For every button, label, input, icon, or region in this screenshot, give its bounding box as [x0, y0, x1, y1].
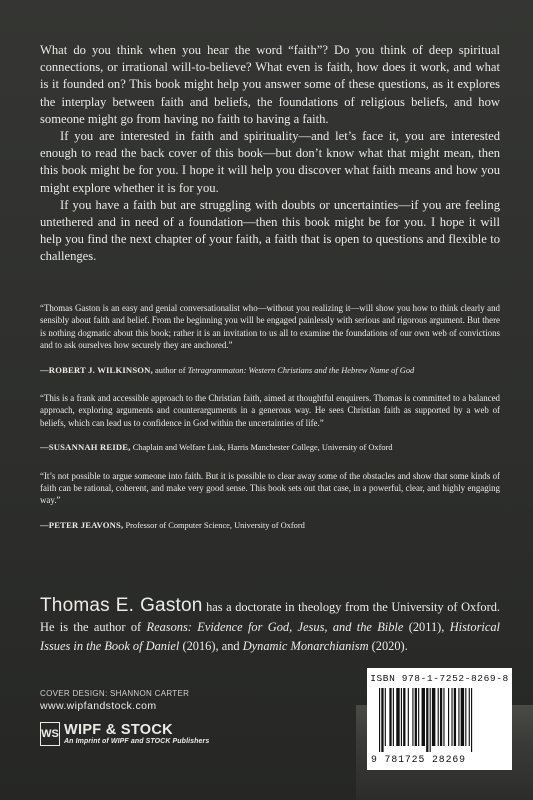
endorsement-3 [40, 470, 500, 533]
blurb-paragraph-1: What do you think when you hear the word “faith”? Do you think of deep spiritual connections, or irrational will-to-believe? What even is faith, how does it work, and what is it founded on? This book might help you answer some of these questions, as it explores the interplay between faith and beliefs, the foundations of religious beliefs, and how someone might go from having no faith to having a faith. [40, 43, 500, 126]
endorsement-quote: “It’s not possible to argue someone into faith. But it is possible to clear away some of the obstacles and show that some kinds of faith can be rational, coherent, and make very good sense. This book sets out that case, in a powerful, clear, and highly engaging way.” [40, 470, 500, 506]
barcode-bar [443, 688, 444, 746]
endorser-role: Professor of Computer Science, University of Oxford [125, 520, 305, 530]
endorsements [40, 302, 500, 547]
barcode-bar [418, 688, 419, 746]
blurb-paragraph-2: If you are interested in faith and spirituality—and let’s face it, you are interested enough to read the back cover of this book—but don’t know what that might mean, then this book might be for you. I hope it will help you discover what faith means and how you might explore whether it is for you. [40, 129, 500, 195]
endorsement-attribution [40, 364, 500, 377]
endorser-name: —PETER JEAVONS, [40, 519, 124, 530]
barcode-bar [448, 688, 449, 746]
barcode-bar [422, 688, 425, 746]
barcode-bar [403, 688, 405, 746]
endorser-role: author of [155, 365, 186, 375]
endorsement-attribution [40, 519, 500, 532]
endorser-work: Tetragrammaton: Western Christians and the Hebrew Name of God [187, 365, 415, 375]
barcode-bar [415, 688, 417, 746]
back-cover-blurb [40, 42, 500, 266]
publisher-name: WIPF & STOCK [64, 722, 173, 738]
barcode-bar [471, 688, 472, 752]
isbn-barcode [367, 668, 512, 770]
endorsement-quote: “This is a frank and accessible approach to the Christian faith, aimed at thoughtful enquirers. Thomas is committed to a balanced approach, exploring arguments and counterarguments in a generous way. He sees Christian faith as supported by a web of beliefs, which can lead us to confidence in God within the uncertainties of life.” [40, 393, 500, 428]
author-bio-text: (2020). [368, 639, 408, 653]
book-title: Historical Issues in the Book of Daniel [40, 619, 500, 653]
credits [40, 689, 189, 712]
barcode-bar [440, 688, 442, 746]
author-name: Thomas E. Gaston [40, 595, 203, 616]
barcode-bar [401, 688, 402, 746]
author-bio-text: has a doctorate in theology from the University of Oxford. He is the author of [40, 600, 500, 634]
cover-design-credit: COVER DESIGN: SHANNON CARTER [40, 689, 190, 698]
barcode-bar [458, 688, 459, 746]
barcode-bar [430, 688, 431, 752]
publisher-imprint: An Imprint of WIPF and STOCK Publishers [64, 738, 210, 745]
barcode-bar [432, 688, 435, 746]
endorser-name: —SUSANNAH REIDE, [40, 442, 131, 453]
endorsement-quote: “Thomas Gaston is an easy and genial conversationalist who—without you realizing it—will show you how to think clearly and sensibly about faith and belief. From the beginning you will be engaged painlessly with serious and rigorous argument. But there is nothing dogmatic about this book; rather it is an invitation to us all to examine the foundations of our own web of convictions and to ask ourselves how securely they are anchored.” [40, 303, 500, 351]
barcode-bar [469, 688, 470, 746]
barcode-bar [408, 688, 409, 746]
endorsement-1 [40, 302, 500, 377]
barcode-bar [451, 688, 452, 746]
book-title: Reasons: Evidence for God, Jesus, and the Bible [146, 619, 404, 634]
barcode-bar [379, 688, 380, 752]
barcode-bar [454, 688, 456, 746]
endorser-name: —ROBERT J. WILKINSON, [40, 364, 153, 375]
book-title: Dynamic Monarchianism [242, 639, 369, 653]
barcode-bar [465, 688, 466, 746]
publisher-website: www.wipfandstock.com [40, 700, 157, 712]
blurb-paragraph-3: If you have a faith but are struggling with doubts or uncertainties—if you are feeling untethered and in need of a foundation—then this book might be for you. I hope it will help you find the next chapter of your faith, a faith that is open to questions and flexible to challenges. [40, 197, 500, 264]
barcode-bars-icon [379, 688, 507, 752]
barcode-bar [412, 688, 413, 746]
endorser-role: Chaplain and Welfare Link, Harris Manchester College, University of Oxford [132, 443, 393, 453]
publisher-mark-icon: WS [40, 722, 60, 746]
barcode-bar [461, 688, 464, 746]
author-bio [40, 596, 500, 657]
barcode-bar [396, 688, 399, 746]
barcode-bar [385, 688, 386, 746]
barcode-bar [393, 688, 394, 746]
isbn-text: ISBN 978-1-7252-8269-8 [370, 673, 509, 684]
endorsement-attribution [40, 441, 500, 454]
publisher-logo [40, 722, 209, 746]
author-bio-text: (2016), and [179, 639, 243, 653]
barcode-digits: 9 781725 28269 [371, 754, 466, 765]
barcode-bar [426, 688, 428, 752]
endorsement-2 [40, 392, 500, 455]
author-bio-text: (2011), [403, 619, 450, 634]
barcode-bar [389, 688, 391, 746]
barcode-bar [438, 688, 439, 746]
barcode-bar [381, 688, 383, 752]
